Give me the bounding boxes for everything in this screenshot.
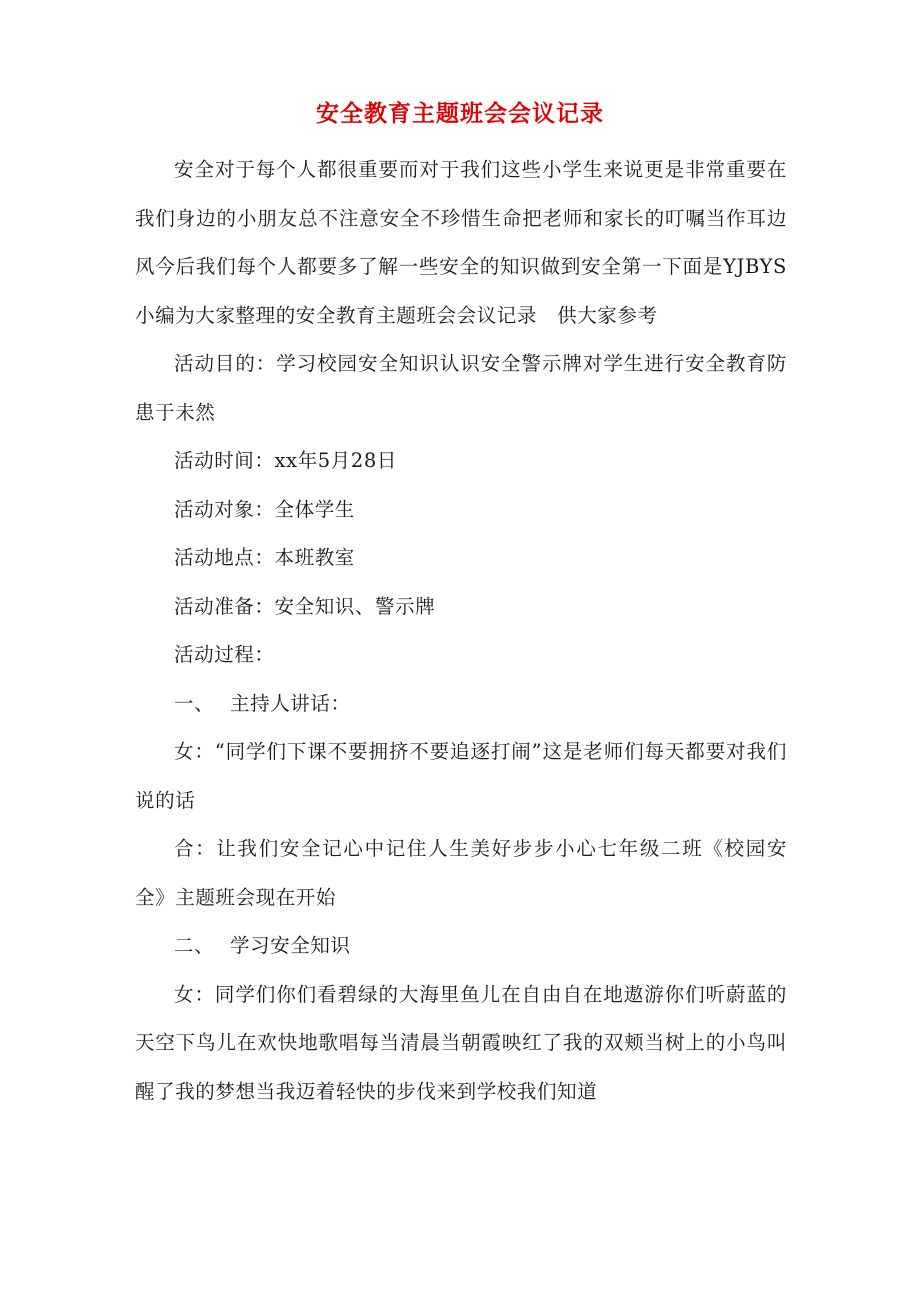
document-body (135, 146, 787, 1116)
section-heading-1 (135, 680, 787, 729)
section-title: 主持人讲话： (230, 691, 351, 715)
section-number: 二、 (174, 934, 215, 957)
female-speech-1: 女：“同学们下课不要拥挤不要追逐打闹”这是老师们每天都要对我们说的话 (135, 740, 787, 812)
female-speech-2: 女：同学们你们看碧绿的大海里鱼儿在自由自在地遨游你们听蔚蓝的天空下鸟儿在欢快地歌唱每当清晨当朝霞映红了我的双颊当树上的小鸟叫醒了我的梦想当我迈着轻快的步伐来到学校我们知道 (135, 982, 787, 1103)
activity-audience: 活动对象：全体学生 (174, 497, 355, 521)
activity-preparation: 活动准备：安全知识、警示牌 (174, 594, 436, 618)
activity-time: 活动时间：xx年5月28日 (174, 449, 398, 472)
activity-purpose: 活动目的：学习校园安全知识认识安全警示牌对学生进行安全教育防患于未然 (135, 352, 787, 424)
section-number: 一、 (174, 691, 215, 715)
activity-process-label: 活动过程： (174, 643, 275, 666)
document-title: 安全教育主题班会会议记录 (316, 100, 604, 127)
together-speech: 合：让我们安全记心中记住人生美好步步小心七年级二班《校园安全》主题班会现在开始 (135, 837, 787, 909)
activity-location: 活动地点：本班教室 (174, 546, 355, 569)
section-title: 学习安全知识 (230, 934, 351, 957)
intro-paragraph: 安全对于每个人都很重要而对于我们这些小学生来说更是非常重要在我们身边的小朋友总不注意安全不珍惜生命把老师和家长的叮嘱当作耳边风今后我们每个人都要多了解一些安全的知识做到安全第一下面是YJBYS小编为大家整理的安全教育主题班会会议记录 供大家参考 (135, 158, 787, 327)
section-heading-2 (135, 922, 787, 971)
